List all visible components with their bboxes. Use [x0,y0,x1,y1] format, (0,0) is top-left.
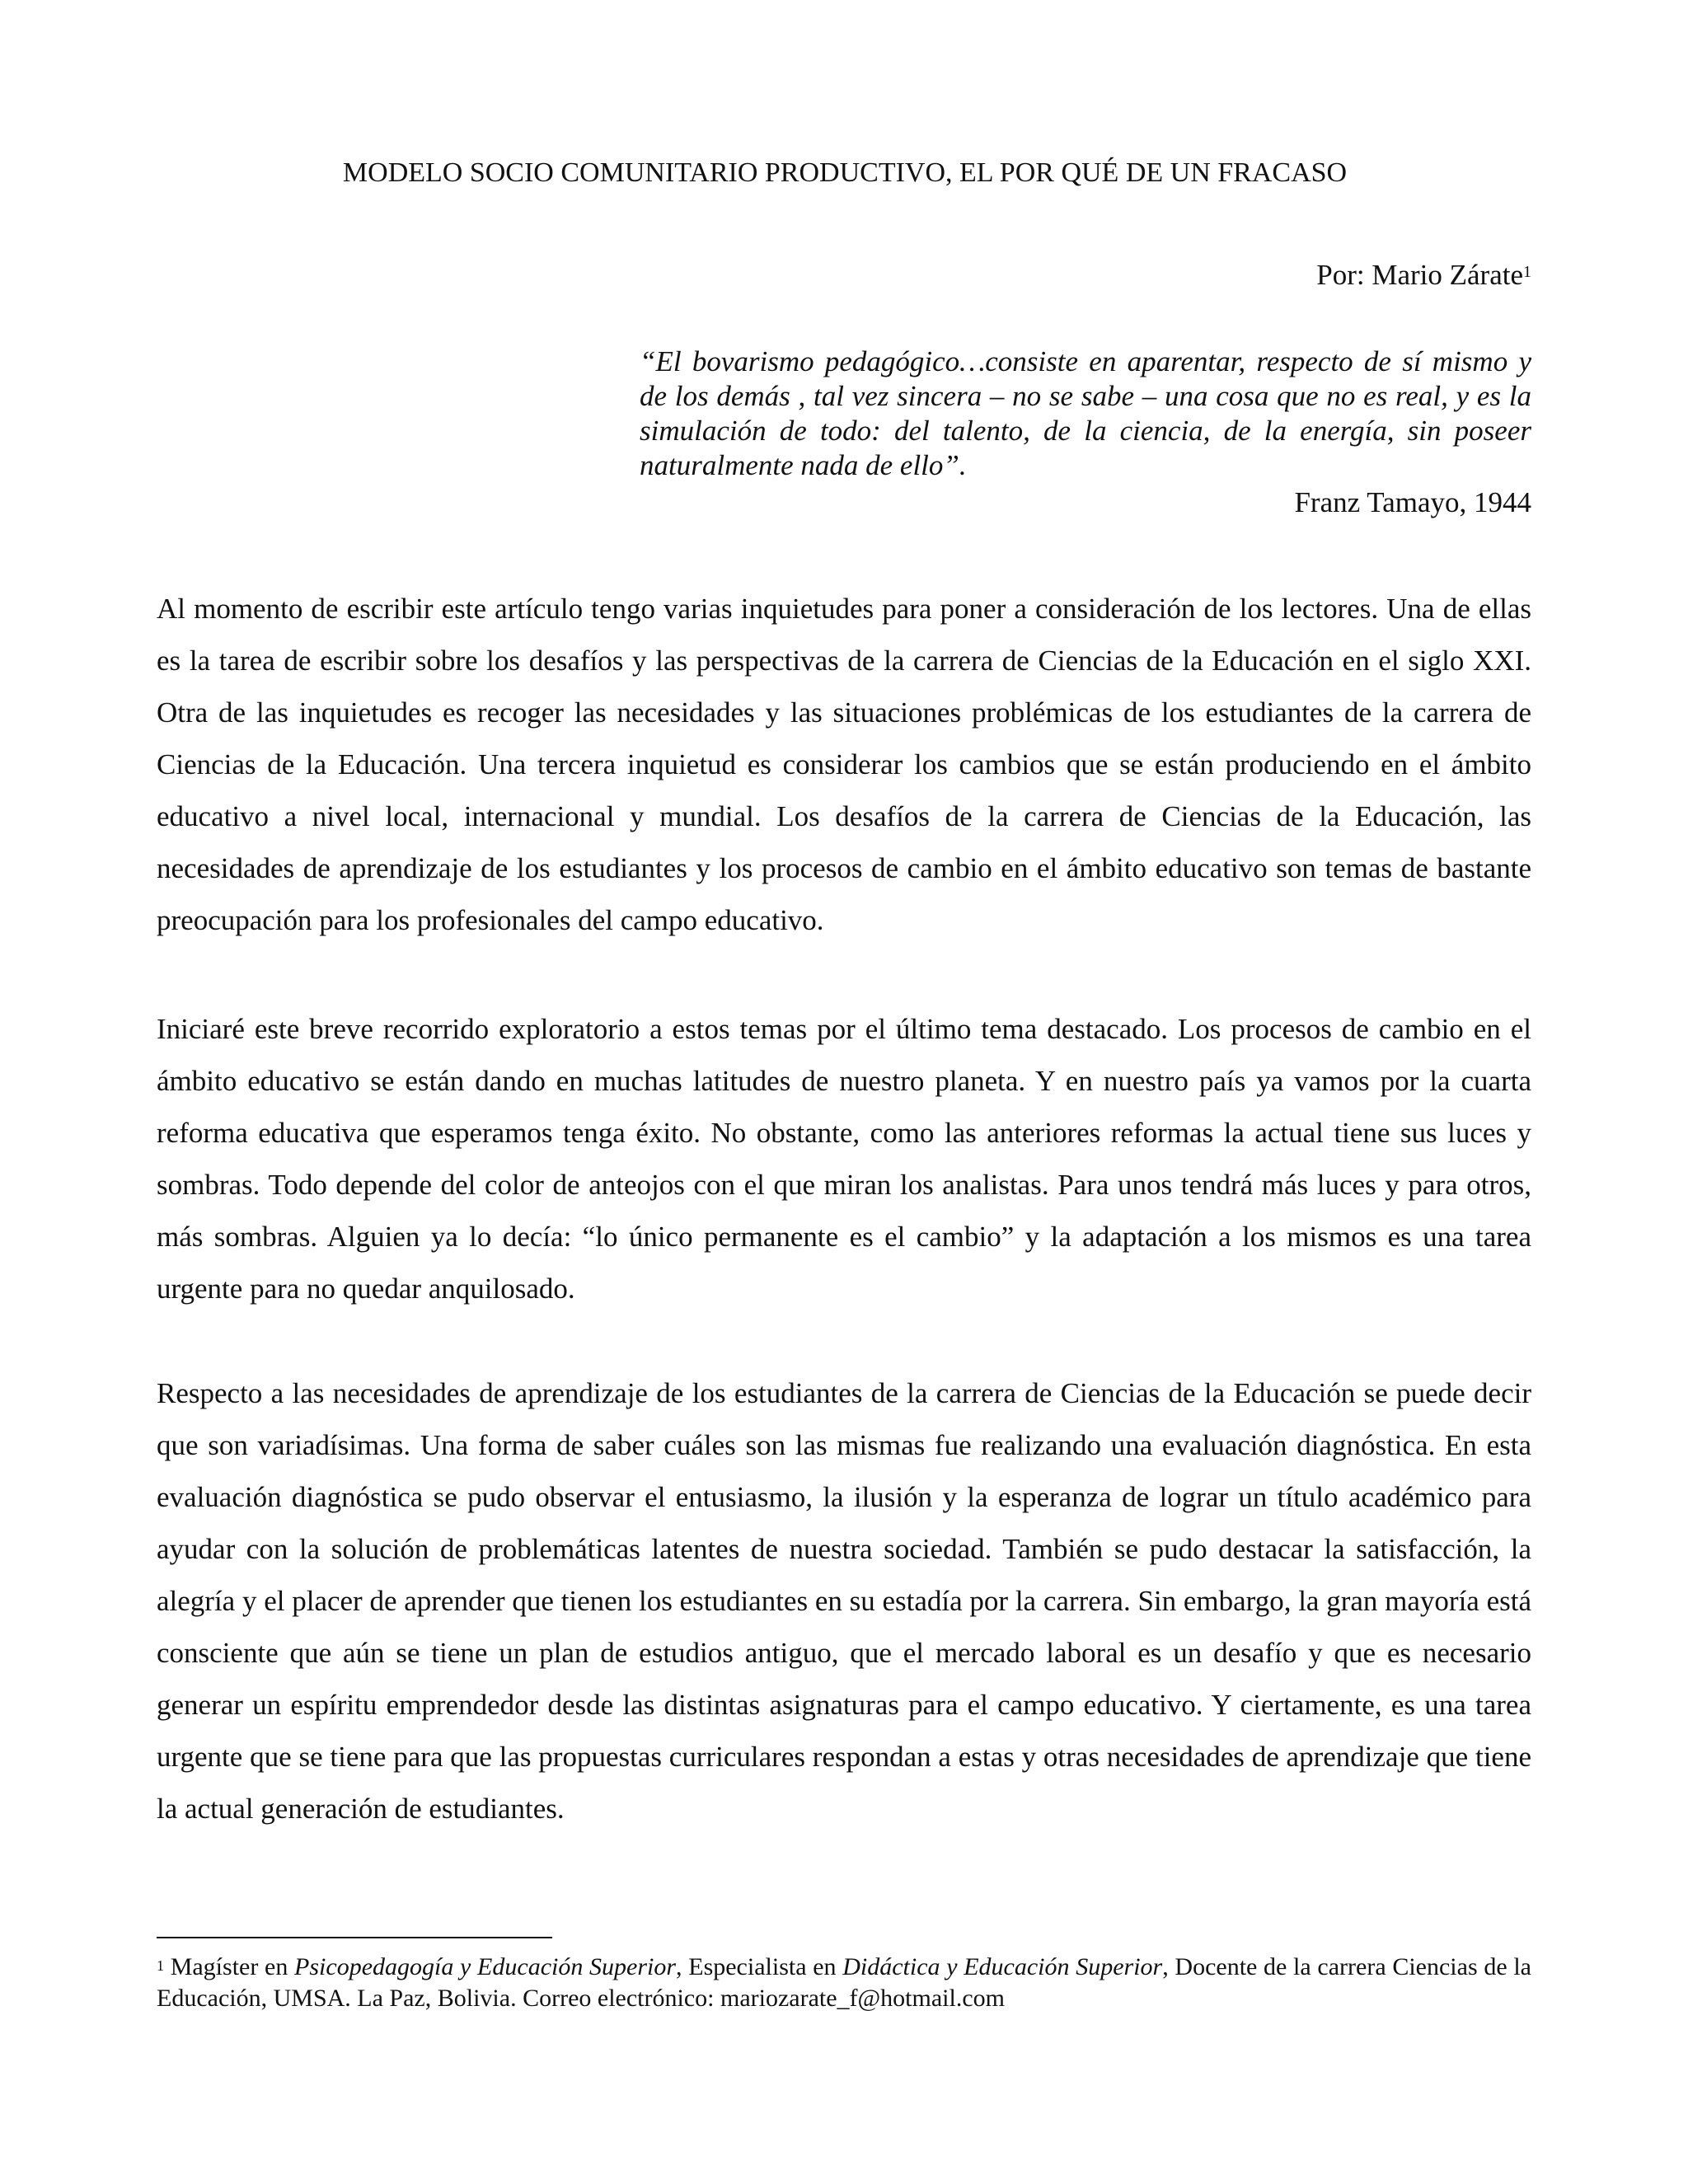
body-paragraph-2: Iniciaré este breve recorrido exploratorio a estos temas por el último tema destacado. Los procesos de cambio en el ámbito educativo se están dando en muchas latitudes de nuestro planeta. Y en nuestro país ya vamos por la cuarta reforma educativa que esperamos tenga éxito. No obstante, como las anteriores reformas la actual tiene sus luces y sombras. Todo depende del color de anteojos con el que miran los analistas. Para unos tendrá más luces y para otros, más sombras. Alguien ya lo decía: “lo único permanente es el cambio” y la adaptación a los mismos es una tarea urgente para no quedar anquilosado. [157,1013,1531,1305]
body-paragraph-1: Al momento de escribir este artículo tengo varias inquietudes para poner a consideración de los lectores. Una de ellas es la tarea de escribir sobre los desafíos y las perspectivas de la carrera de Ciencias de la Educación en el siglo XXI. Otra de las inquietudes es recoger las necesidades y las situaciones problémicas de los estudiantes de la carrera de Ciencias de la Educación. Una tercera inquietud es considerar los cambios que se están produciendo en el ámbito educativo a nivel local, internacional y mundial. Los desafíos de la carrera de Ciencias de la Educación, las necesidades de aprendizaje de los estudiantes y los procesos de cambio en el ámbito educativo son temas de bastante preocupación para los profesionales del campo educativo. [157,593,1531,936]
author-byline [1316,259,1531,292]
footnote-text-1: Magíster en [164,1953,295,1980]
footnote-degree: Psicopedagogía y Educación Superior [294,1953,677,1980]
footnote-reference: 1 [1523,263,1531,281]
footnote [157,1952,1531,2014]
footnote-marker: 1 [157,1957,164,1974]
author-byline-text: Por: Mario Zárate [1316,259,1523,291]
footnote-specialty: Didáctica y Educación Superior [842,1953,1163,1980]
epigraph-quote: “El bovarismo pedagógico…consiste en aparentar, respecto de sí mismo y de los demás , tal vez sincera – no se sabe – una cosa que no es real, y es la simulación de todo: del talento, de la ciencia, de la energía, sin poseer naturalmente nada de ello”. [640,345,1531,481]
footnote-separator [157,1937,552,1938]
document-title: MODELO SOCIO COMUNITARIO PRODUCTIVO, EL POR QUÉ DE UN FRACASO [342,157,1348,188]
epigraph-author: Franz Tamayo, 1944 [1294,486,1531,518]
footnote-text-3: , Docente de la carrera Ciencias de la Educación, UMSA. La Paz, Bolivia. Correo electrónico: mariozarate_f@hotmail.com [157,1953,1531,2012]
footnote-text-2: , Especialista en [676,1953,843,1980]
body-paragraph-3: Respecto a las necesidades de aprendizaje de los estudiantes de la carrera de Ciencias de la Educación se puede decir que son variadísimas. Una forma de saber cuáles son las mismas fue realizando una evaluación diagnóstica. En esta evaluación diagnóstica se pudo observar el entusiasmo, la ilusión y la esperanza de lograr un título académico para ayudar con la solución de problemáticas latentes de nuestra sociedad. También se pudo destacar la satisfacción, la alegría y el placer de aprender que tienen los estudiantes en su estadía por la carrera. Sin embargo, la gran mayoría está consciente que aún se tiene un plan de estudios antiguo, que el mercado laboral es un desafío y que es necesario generar un espíritu emprendedor desde las distintas asignaturas para el campo educativo. Y ciertamente, es una tarea urgente que se tiene para que las propuestas curriculares respondan a estas y otras necesidades de aprendizaje que tiene la actual generación de estudiantes. [157,1377,1531,1825]
